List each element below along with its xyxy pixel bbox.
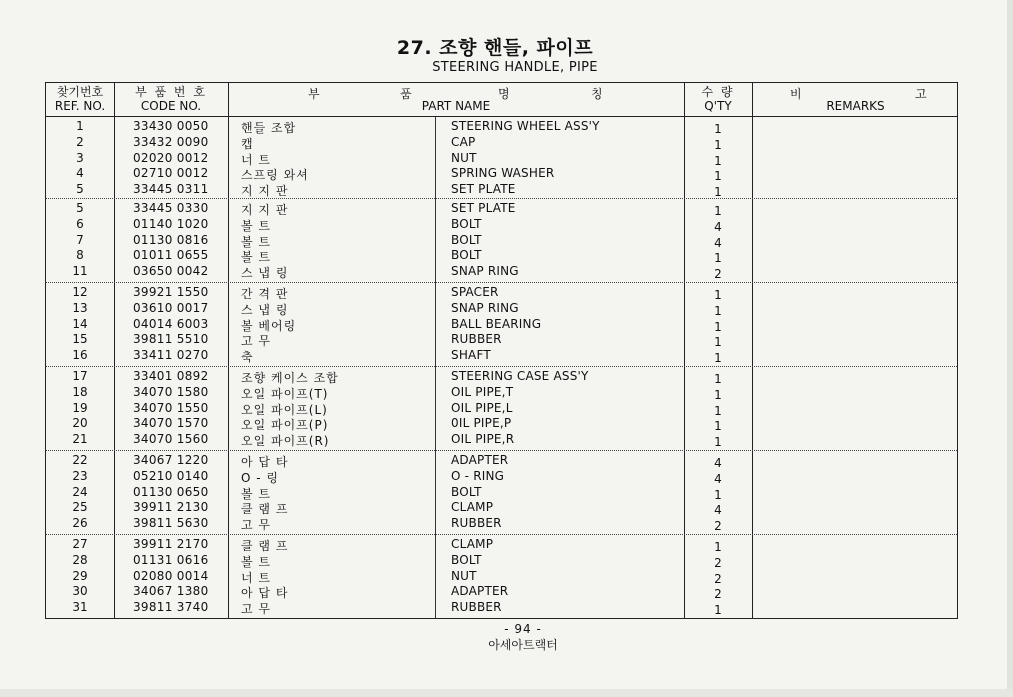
code-number: 01130 0650: [133, 484, 209, 499]
code-number: 39811 3740: [133, 600, 209, 615]
table-row: [46, 217, 957, 233]
code-number: 33432 0090: [133, 134, 209, 149]
header-part-ko-2: 품: [400, 87, 412, 101]
code-number: 01011 0655: [133, 248, 209, 263]
part-name-ko: 오일 파이프(T): [241, 386, 329, 401]
part-name-en: ADAPTER: [451, 584, 509, 599]
quantity: 1: [714, 403, 722, 418]
part-name-ko: 간 격 판: [241, 287, 289, 301]
quantity: 1: [714, 185, 722, 200]
row-group: [46, 450, 957, 535]
part-name-en: OIL PIPE,L: [451, 400, 513, 415]
part-name-ko: 오일 파이프(P): [241, 418, 329, 433]
ref-number: 5: [76, 182, 84, 197]
ref-number: 17: [72, 369, 88, 383]
code-number: 05210 0140: [133, 468, 209, 483]
part-name-ko: 스 냅 링: [241, 302, 289, 317]
code-number: 34067 1380: [133, 584, 209, 599]
header-ref: [46, 85, 114, 113]
header-ref-en: REF. NO.: [54, 99, 106, 113]
table-row: [46, 332, 957, 348]
part-name-en: RUBBER: [451, 332, 502, 347]
part-name-ko: 너 트: [241, 570, 271, 585]
ref-number: 3: [76, 150, 84, 165]
code-number: 39911 2130: [133, 500, 209, 515]
page-edge-bottom: [0, 689, 1013, 697]
part-name-en: BOLT: [451, 552, 482, 567]
header-qty: [684, 85, 752, 113]
code-number: 34067 1220: [133, 453, 209, 467]
table-row: [46, 401, 957, 417]
quantity: 1: [714, 122, 722, 136]
header-code-en: CODE NO.: [140, 99, 202, 113]
ref-number: 4: [76, 166, 84, 181]
table-row: [46, 285, 957, 301]
part-name-ko: 볼 트: [241, 554, 271, 569]
part-name-en: SNAP RING: [451, 300, 519, 315]
code-number: 02710 0012: [133, 166, 209, 181]
quantity: 1: [714, 387, 722, 402]
company-name: 아세아트랙터: [488, 638, 558, 652]
page-number: - 94 -: [504, 622, 542, 636]
table-row: [46, 248, 957, 264]
header-remarks-ko: [752, 85, 959, 99]
table-row: [46, 301, 957, 317]
table-row: [46, 135, 957, 151]
row-group: [46, 282, 957, 367]
quantity: 1: [714, 435, 722, 450]
quantity: 4: [714, 235, 722, 250]
part-name-ko: 캡: [241, 136, 254, 151]
quantity: 4: [714, 471, 722, 486]
part-name-en: CAP: [451, 134, 476, 149]
page-subtitle: STEERING HANDLE, PIPE: [432, 60, 598, 75]
ref-number: 18: [72, 384, 88, 399]
part-name-en: OIL PIPE,R: [451, 432, 515, 447]
ref-number: 1: [76, 119, 84, 133]
part-name-ko: 스프링 와셔: [241, 168, 309, 183]
part-name-en: SPRING WASHER: [451, 166, 555, 181]
part-name-en: BOLT: [451, 216, 482, 231]
code-number: 01140 1020: [133, 216, 209, 231]
table-row: [46, 516, 957, 532]
part-name-en: RUBBER: [451, 600, 502, 615]
part-name-ko: 축: [241, 350, 254, 365]
header-remarks-ko-2: 고: [915, 87, 927, 101]
part-name-ko: 조향 케이스 조합: [241, 371, 339, 385]
part-name-ko: 볼 트: [241, 218, 271, 233]
table-row: [46, 416, 957, 432]
ref-number: 15: [72, 332, 88, 347]
quantity: 1: [714, 153, 722, 168]
table-row: [46, 166, 957, 182]
part-name-ko: 클 램 프: [241, 539, 289, 553]
part-name-en: CLAMP: [451, 537, 494, 551]
ref-number: 25: [72, 500, 88, 515]
ref-number: 20: [72, 416, 88, 431]
part-name-ko: 고 무: [241, 602, 271, 617]
ref-number: 12: [72, 285, 88, 299]
code-number: 01131 0616: [133, 552, 209, 567]
quantity: 4: [714, 503, 722, 518]
code-number: 03650 0042: [133, 264, 209, 279]
quantity: 1: [714, 540, 722, 554]
part-name-en: O - RING: [451, 468, 505, 483]
table-row: [46, 537, 957, 553]
part-name-en: SET PLATE: [451, 182, 516, 197]
ref-number: 28: [72, 552, 88, 567]
ref-number: 27: [72, 537, 88, 551]
quantity: 2: [714, 267, 722, 282]
ref-number: 23: [72, 468, 88, 483]
quantity: 2: [714, 555, 722, 570]
part-name-en: STEERING WHEEL ASS'Y: [451, 119, 600, 133]
row-group: [46, 117, 957, 198]
ref-number: 24: [72, 484, 88, 499]
ref-number: 5: [76, 201, 84, 215]
quantity: 1: [714, 251, 722, 266]
part-name-ko: 아 답 타: [241, 455, 289, 469]
part-name-en: RUBBER: [451, 516, 502, 531]
parts-table: [45, 82, 958, 619]
part-name-ko: 스 냅 링: [241, 266, 289, 281]
header-part-ko: [228, 85, 684, 99]
quantity: 1: [714, 303, 722, 318]
table-row: [46, 569, 957, 585]
header-code: [114, 85, 228, 113]
table-row: [46, 201, 957, 217]
table-row: [46, 233, 957, 249]
ref-number: 14: [72, 316, 88, 331]
table-row: [46, 317, 957, 333]
quantity: 1: [714, 372, 722, 386]
part-name-ko: 오일 파이프(L): [241, 402, 328, 417]
quantity: 2: [714, 587, 722, 602]
table-row: [46, 182, 957, 198]
part-name-ko: O - 링: [241, 470, 279, 485]
quantity: 2: [714, 571, 722, 586]
header-qty-ko: 수 량: [701, 85, 735, 99]
table-row: [46, 348, 957, 364]
part-name-en: SNAP RING: [451, 264, 519, 279]
table-row: [46, 553, 957, 569]
part-name-en: OIL PIPE,T: [451, 384, 514, 399]
header-part-en: PART NAME: [421, 99, 491, 113]
table-row: [46, 485, 957, 501]
part-name-en: BOLT: [451, 248, 482, 263]
table-row: [46, 151, 957, 167]
ref-number: 26: [72, 516, 88, 531]
table-row: [46, 600, 957, 616]
part-name-en: SET PLATE: [451, 201, 516, 215]
code-number: 02080 0014: [133, 568, 209, 583]
part-name-en: BOLT: [451, 484, 482, 499]
table-row: [46, 264, 957, 280]
code-number: 01130 0816: [133, 232, 209, 247]
ref-number: 19: [72, 400, 88, 415]
ref-number: 2: [76, 134, 84, 149]
table-row: [46, 369, 957, 385]
code-number: 02020 0012: [133, 150, 209, 165]
code-number: 33411 0270: [133, 348, 209, 363]
code-number: 34070 1560: [133, 432, 209, 447]
part-name-en: ADAPTER: [451, 453, 509, 467]
ref-number: 13: [72, 300, 88, 315]
row-group: [46, 366, 957, 451]
part-name-en: CLAMP: [451, 500, 494, 515]
part-name-ko: 오일 파이프(R): [241, 434, 330, 449]
row-group: [46, 198, 957, 283]
page-edge-right: [1007, 0, 1013, 697]
ref-number: 31: [72, 600, 88, 615]
ref-number: 16: [72, 348, 88, 363]
header-code-ko: 부 품 번 호: [135, 85, 207, 99]
code-number: 39811 5630: [133, 516, 209, 531]
table-row: [46, 453, 957, 469]
code-number: 34070 1580: [133, 384, 209, 399]
code-number: 04014 6003: [133, 316, 209, 331]
part-name-en: BALL BEARING: [451, 316, 542, 331]
part-name-ko: 지 지 판: [241, 184, 289, 199]
part-name-ko: 클 램 프: [241, 502, 289, 517]
ref-number: 21: [72, 432, 88, 447]
part-name-ko: 볼 트: [241, 486, 271, 501]
code-number: 33401 0892: [133, 369, 209, 383]
part-name-ko: 볼 트: [241, 250, 271, 265]
ref-number: 22: [72, 453, 88, 467]
quantity: 1: [714, 603, 722, 618]
ref-number: 8: [76, 248, 84, 263]
part-name-en: STEERING CASE ASS'Y: [451, 369, 589, 383]
part-name-ko: 볼 베어링: [241, 318, 297, 333]
table-row: [46, 469, 957, 485]
part-name-ko: 아 답 타: [241, 586, 289, 601]
code-number: 39911 2170: [133, 537, 209, 551]
quantity: 1: [714, 335, 722, 350]
ref-number: 29: [72, 568, 88, 583]
ref-number: 6: [76, 216, 84, 231]
part-name-ko: 핸들 조합: [241, 121, 297, 135]
part-name-ko: 볼 트: [241, 234, 271, 249]
quantity: 2: [714, 519, 722, 534]
table-row: [46, 584, 957, 600]
header-qty-en: Q'TY: [704, 99, 732, 113]
quantity: 1: [714, 487, 722, 502]
ref-number: 11: [72, 264, 88, 279]
quantity: 1: [714, 351, 722, 366]
header-part-ko-1: 부: [308, 87, 320, 101]
code-number: 03610 0017: [133, 300, 209, 315]
part-name-en: NUT: [451, 568, 477, 583]
part-name-en: SHAFT: [451, 348, 491, 363]
table-row: [46, 385, 957, 401]
quantity: 1: [714, 419, 722, 434]
code-number: 33445 0311: [133, 182, 209, 197]
header-remarks-en: REMARKS: [826, 99, 885, 113]
part-name-en: 0IL PIPE,P: [451, 416, 512, 431]
header-part-ko-3: 명: [498, 87, 510, 101]
part-name-ko: 고 무: [241, 334, 271, 349]
part-name-en: BOLT: [451, 232, 482, 247]
quantity: 4: [714, 456, 722, 470]
table-row: [46, 432, 957, 448]
code-number: 33445 0330: [133, 201, 209, 215]
quantity: 1: [714, 204, 722, 218]
part-name-ko: 지 지 판: [241, 203, 289, 217]
header-remarks-ko-1: 비: [790, 87, 802, 101]
table-row: [46, 119, 957, 135]
quantity: 1: [714, 319, 722, 334]
quantity: 1: [714, 169, 722, 184]
ref-number: 30: [72, 584, 88, 599]
part-name-ko: 너 트: [241, 152, 271, 167]
part-name-en: NUT: [451, 150, 477, 165]
code-number: 34070 1570: [133, 416, 209, 431]
code-number: 39921 1550: [133, 285, 209, 299]
part-name-en: SPACER: [451, 285, 499, 299]
quantity: 1: [714, 137, 722, 152]
code-number: 39811 5510: [133, 332, 209, 347]
table-row: [46, 500, 957, 516]
quantity: 1: [714, 288, 722, 302]
page-title: 27. 조향 핸들, 파이프: [396, 37, 594, 59]
code-number: 33430 0050: [133, 119, 209, 133]
header-ref-ko: 찾기번호: [56, 85, 104, 99]
part-name-ko: 고 무: [241, 518, 271, 533]
row-group: [46, 534, 957, 619]
header-part-ko-4: 칭: [591, 87, 603, 101]
code-number: 34070 1550: [133, 400, 209, 415]
quantity: 4: [714, 219, 722, 234]
ref-number: 7: [76, 232, 84, 247]
